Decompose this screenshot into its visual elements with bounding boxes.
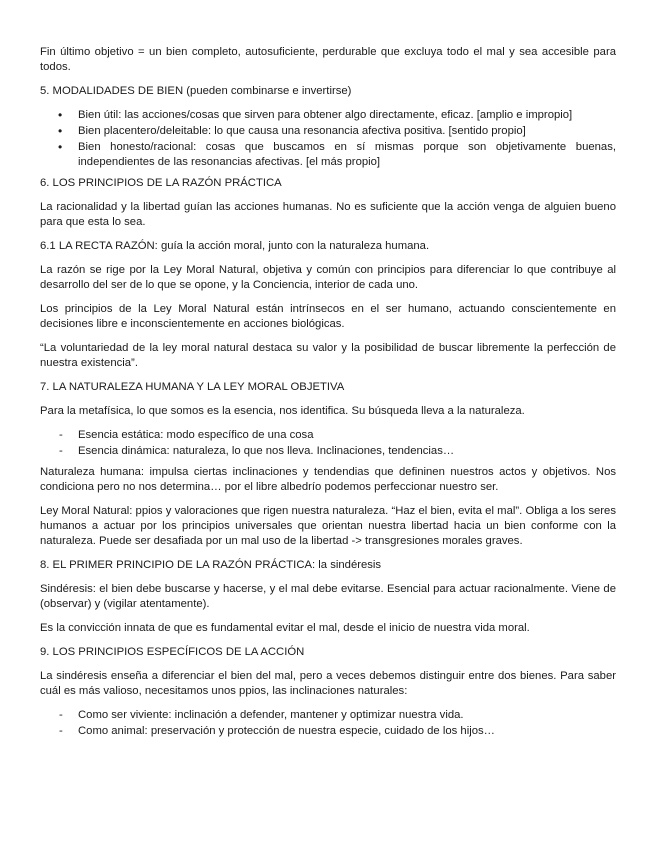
paragraph-ultimate-goal: Fin último objetivo = un bien completo, autosuficiente, perdurable que excluya todo el mal y sea accesible para todos. <box>40 46 616 73</box>
paragraph-natural-law: Ley Moral Natural: ppios y valoraciones que rigen nuestra naturaleza. “Haz el bien, evita el mal”. Obliga a los seres humanos a actuar por los principios universales que orientan nuestra libertad hacia un bien conforme con la naturaleza. Puede ser desafiada por un mal uso de la libertad -> transgresiones morales graves. <box>40 505 616 547</box>
paragraph-metaphysics: Para la metafísica, lo que somos es la esencia, nos identifica. Su búsqueda lleva a la naturaleza. <box>40 405 525 417</box>
bullet-marker: • <box>58 124 63 138</box>
dash-marker: - <box>59 725 63 737</box>
section-heading-5: 5. MODALIDADES DE BIEN (pueden combinarse e invertirse) <box>40 85 352 97</box>
paragraph-conviction: Es la convicción innata de que es fundamental evitar el mal, desde el inicio de nuestra vida moral. <box>40 622 530 634</box>
bullet-list-modalidades <box>40 108 616 170</box>
list-item: • Bien honesto/racional: cosas que buscamos en sí mismas porque son objetivamente buenas, independientes de las resonancias afectivas. [el más propio] <box>58 140 616 168</box>
section-heading-8: 8. EL PRIMER PRINCIPIO DE LA RAZÓN PRÁCTICA: la sindéresis <box>40 559 382 571</box>
paragraph-quote: “La voluntariedad de la ley moral natural destaca su valor y la posibilidad de buscar libremente la perfección de nuestra existencia”. <box>40 342 616 369</box>
bullet-marker: • <box>58 140 63 154</box>
paragraph-synderesis: Sindéresis: el bien debe buscarse y hacerse, y el mal debe evitarse. Esencial para actuar racionalmente. Viene de (observar) y (vigilar atentamente). <box>40 583 616 610</box>
list-item: • Bien placentero/deleitable: lo que causa una resonancia afectiva positiva. [sentido propio] <box>58 124 526 138</box>
section-heading-7: 7. LA NATURALEZA HUMANA Y LA LEY MORAL OBJETIVA <box>40 381 345 393</box>
dash-marker: - <box>59 445 63 457</box>
paragraph-human-nature: Naturaleza humana: impulsa ciertas inclinaciones y tendendias que defininen nuestros actos y objetivos. Nos condiciona pero no nos determina… por el libre albedrío podemos perfeccionar nuestro ser. <box>40 466 616 493</box>
list-item: - Como ser viviente: inclinación a defender, mantener y optimizar nuestra vida. <box>59 709 464 721</box>
list-item: - Esencia estática: modo específico de una cosa <box>59 429 314 441</box>
dash-list-esencia <box>40 428 616 459</box>
document-page <box>40 45 616 745</box>
bullet-marker: • <box>58 108 63 122</box>
list-item: - Como animal: preservación y protección de nuestra especie, cuidado de los hijos… <box>59 725 495 737</box>
paragraph-principles: Los principios de la Ley Moral Natural están intrínsecos en el ser humano, actuando conscientemente en decisiones libre e inconscientemente en acciones biológicas. <box>40 303 616 330</box>
dash-list-inclinations <box>40 708 616 739</box>
dash-marker: - <box>59 429 63 441</box>
subsection-heading-6-1: 6.1 LA RECTA RAZÓN: guía la acción moral, junto con la naturaleza humana. <box>40 240 430 252</box>
list-item: • Bien útil: las acciones/cosas que sirven para obtener algo directamente, eficaz. [amplio e impropio] <box>58 108 573 122</box>
list-item: - Esencia dinámica: naturaleza, lo que nos lleva. Inclinaciones, tendencias… <box>59 445 455 457</box>
paragraph-reason: La razón se rige por la Ley Moral Natural, objetiva y común con principios para diferenciar lo que contribuye al desarrollo del ser de lo que se opone, y la Conciencia, interior de cada uno. <box>40 264 616 291</box>
dash-marker: - <box>59 709 63 721</box>
section-heading-6: 6. LOS PRINCIPIOS DE LA RAZÓN PRÁCTICA <box>40 177 282 189</box>
paragraph-rationality: La racionalidad y la libertad guían las acciones humanas. No es suficiente que la acción venga de alguien bueno para que esta lo sea. <box>40 201 616 228</box>
paragraph-specific-principles: La sindéresis enseña a diferenciar el bien del mal, pero a veces debemos distinguir entre dos bienes. Para saber cuál es más valioso, necesitamos unos ppios, las inclinaciones naturales: <box>40 670 616 697</box>
section-heading-9: 9. LOS PRINCIPIOS ESPECÍFICOS DE LA ACCIÓN <box>40 646 305 658</box>
